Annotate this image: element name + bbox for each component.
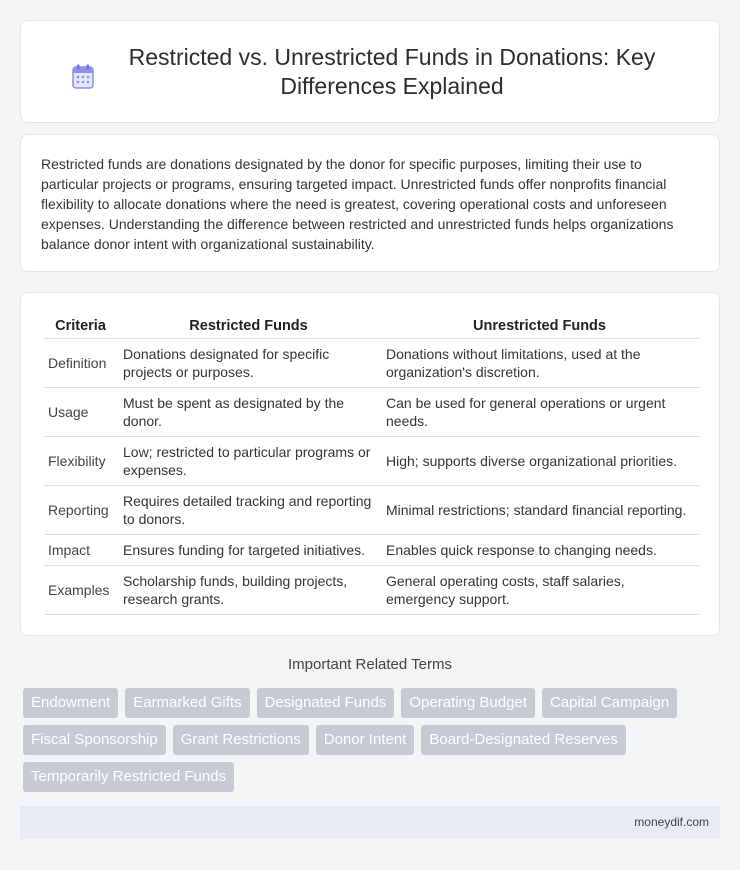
table-header-row <box>44 313 699 338</box>
row-criteria: Examples <box>44 565 117 614</box>
intro-card <box>20 134 720 272</box>
term-tag[interactable]: Grant Restrictions <box>173 725 309 755</box>
term-tag[interactable]: Donor Intent <box>316 725 415 755</box>
row-unrestricted: Enables quick response to changing needs. <box>380 534 699 565</box>
table-row <box>44 338 699 387</box>
row-unrestricted: Donations without limitations, used at the organization's discretion. <box>380 338 699 387</box>
header-criteria: Criteria <box>44 313 117 338</box>
table-row <box>44 534 699 565</box>
term-tag[interactable]: Earmarked Gifts <box>125 688 249 718</box>
term-tag[interactable]: Designated Funds <box>257 688 395 718</box>
header-unrestricted: Unrestricted Funds <box>380 313 699 338</box>
row-criteria: Impact <box>44 534 117 565</box>
row-unrestricted: High; supports diverse organizational priorities. <box>380 436 699 485</box>
header-restricted: Restricted Funds <box>117 313 380 338</box>
table-row <box>44 387 699 436</box>
footer <box>20 806 720 839</box>
related-terms-list <box>23 688 723 799</box>
intro-paragraph: Restricted funds are donations designated by the donor for specific purposes, limiting their use to particular projects or programs, ensuring targeted impact. Unrestricted funds offer nonprofits financial flexibility to allocate donations where the need is greatest, covering operational costs and unforeseen expenses. Understanding the difference between restricted and unrestricted funds helps organizations balance donor intent with organizational sustainability. <box>41 156 674 252</box>
row-restricted: Donations designated for specific projects or purposes. <box>117 338 380 387</box>
comparison-card <box>20 292 720 636</box>
related-terms-heading: Important Related Terms <box>288 656 452 673</box>
term-tag[interactable]: Operating Budget <box>401 688 535 718</box>
row-unrestricted: Minimal restrictions; standard financial reporting. <box>380 485 699 534</box>
row-unrestricted: General operating costs, staff salaries, emergency support. <box>380 565 699 614</box>
table-row <box>44 565 699 614</box>
page-title: Restricted vs. Unrestricted Funds in Donations: Key Differences Explained <box>128 43 656 99</box>
row-restricted: Must be spent as designated by the donor. <box>117 387 380 436</box>
calendar-icon <box>70 63 96 91</box>
row-restricted: Ensures funding for targeted initiatives. <box>117 534 380 565</box>
row-criteria: Flexibility <box>44 436 117 485</box>
row-restricted: Low; restricted to particular programs or expenses. <box>117 436 380 485</box>
comparison-table <box>44 313 699 615</box>
term-tag[interactable]: Endowment <box>23 688 118 718</box>
row-unrestricted: Can be used for general operations or urgent needs. <box>380 387 699 436</box>
term-tag[interactable]: Temporarily Restricted Funds <box>23 762 234 792</box>
term-tag[interactable]: Capital Campaign <box>542 688 677 718</box>
row-criteria: Reporting <box>44 485 117 534</box>
row-criteria: Definition <box>44 338 117 387</box>
table-row <box>44 485 699 534</box>
table-row <box>44 436 699 485</box>
title-card <box>20 20 720 123</box>
term-tag[interactable]: Board-Designated Reserves <box>421 725 625 755</box>
footer-site-link[interactable]: moneydif.com <box>634 815 709 829</box>
term-tag[interactable]: Fiscal Sponsorship <box>23 725 166 755</box>
row-restricted: Scholarship funds, building projects, research grants. <box>117 565 380 614</box>
row-restricted: Requires detailed tracking and reporting to donors. <box>117 485 380 534</box>
row-criteria: Usage <box>44 387 117 436</box>
